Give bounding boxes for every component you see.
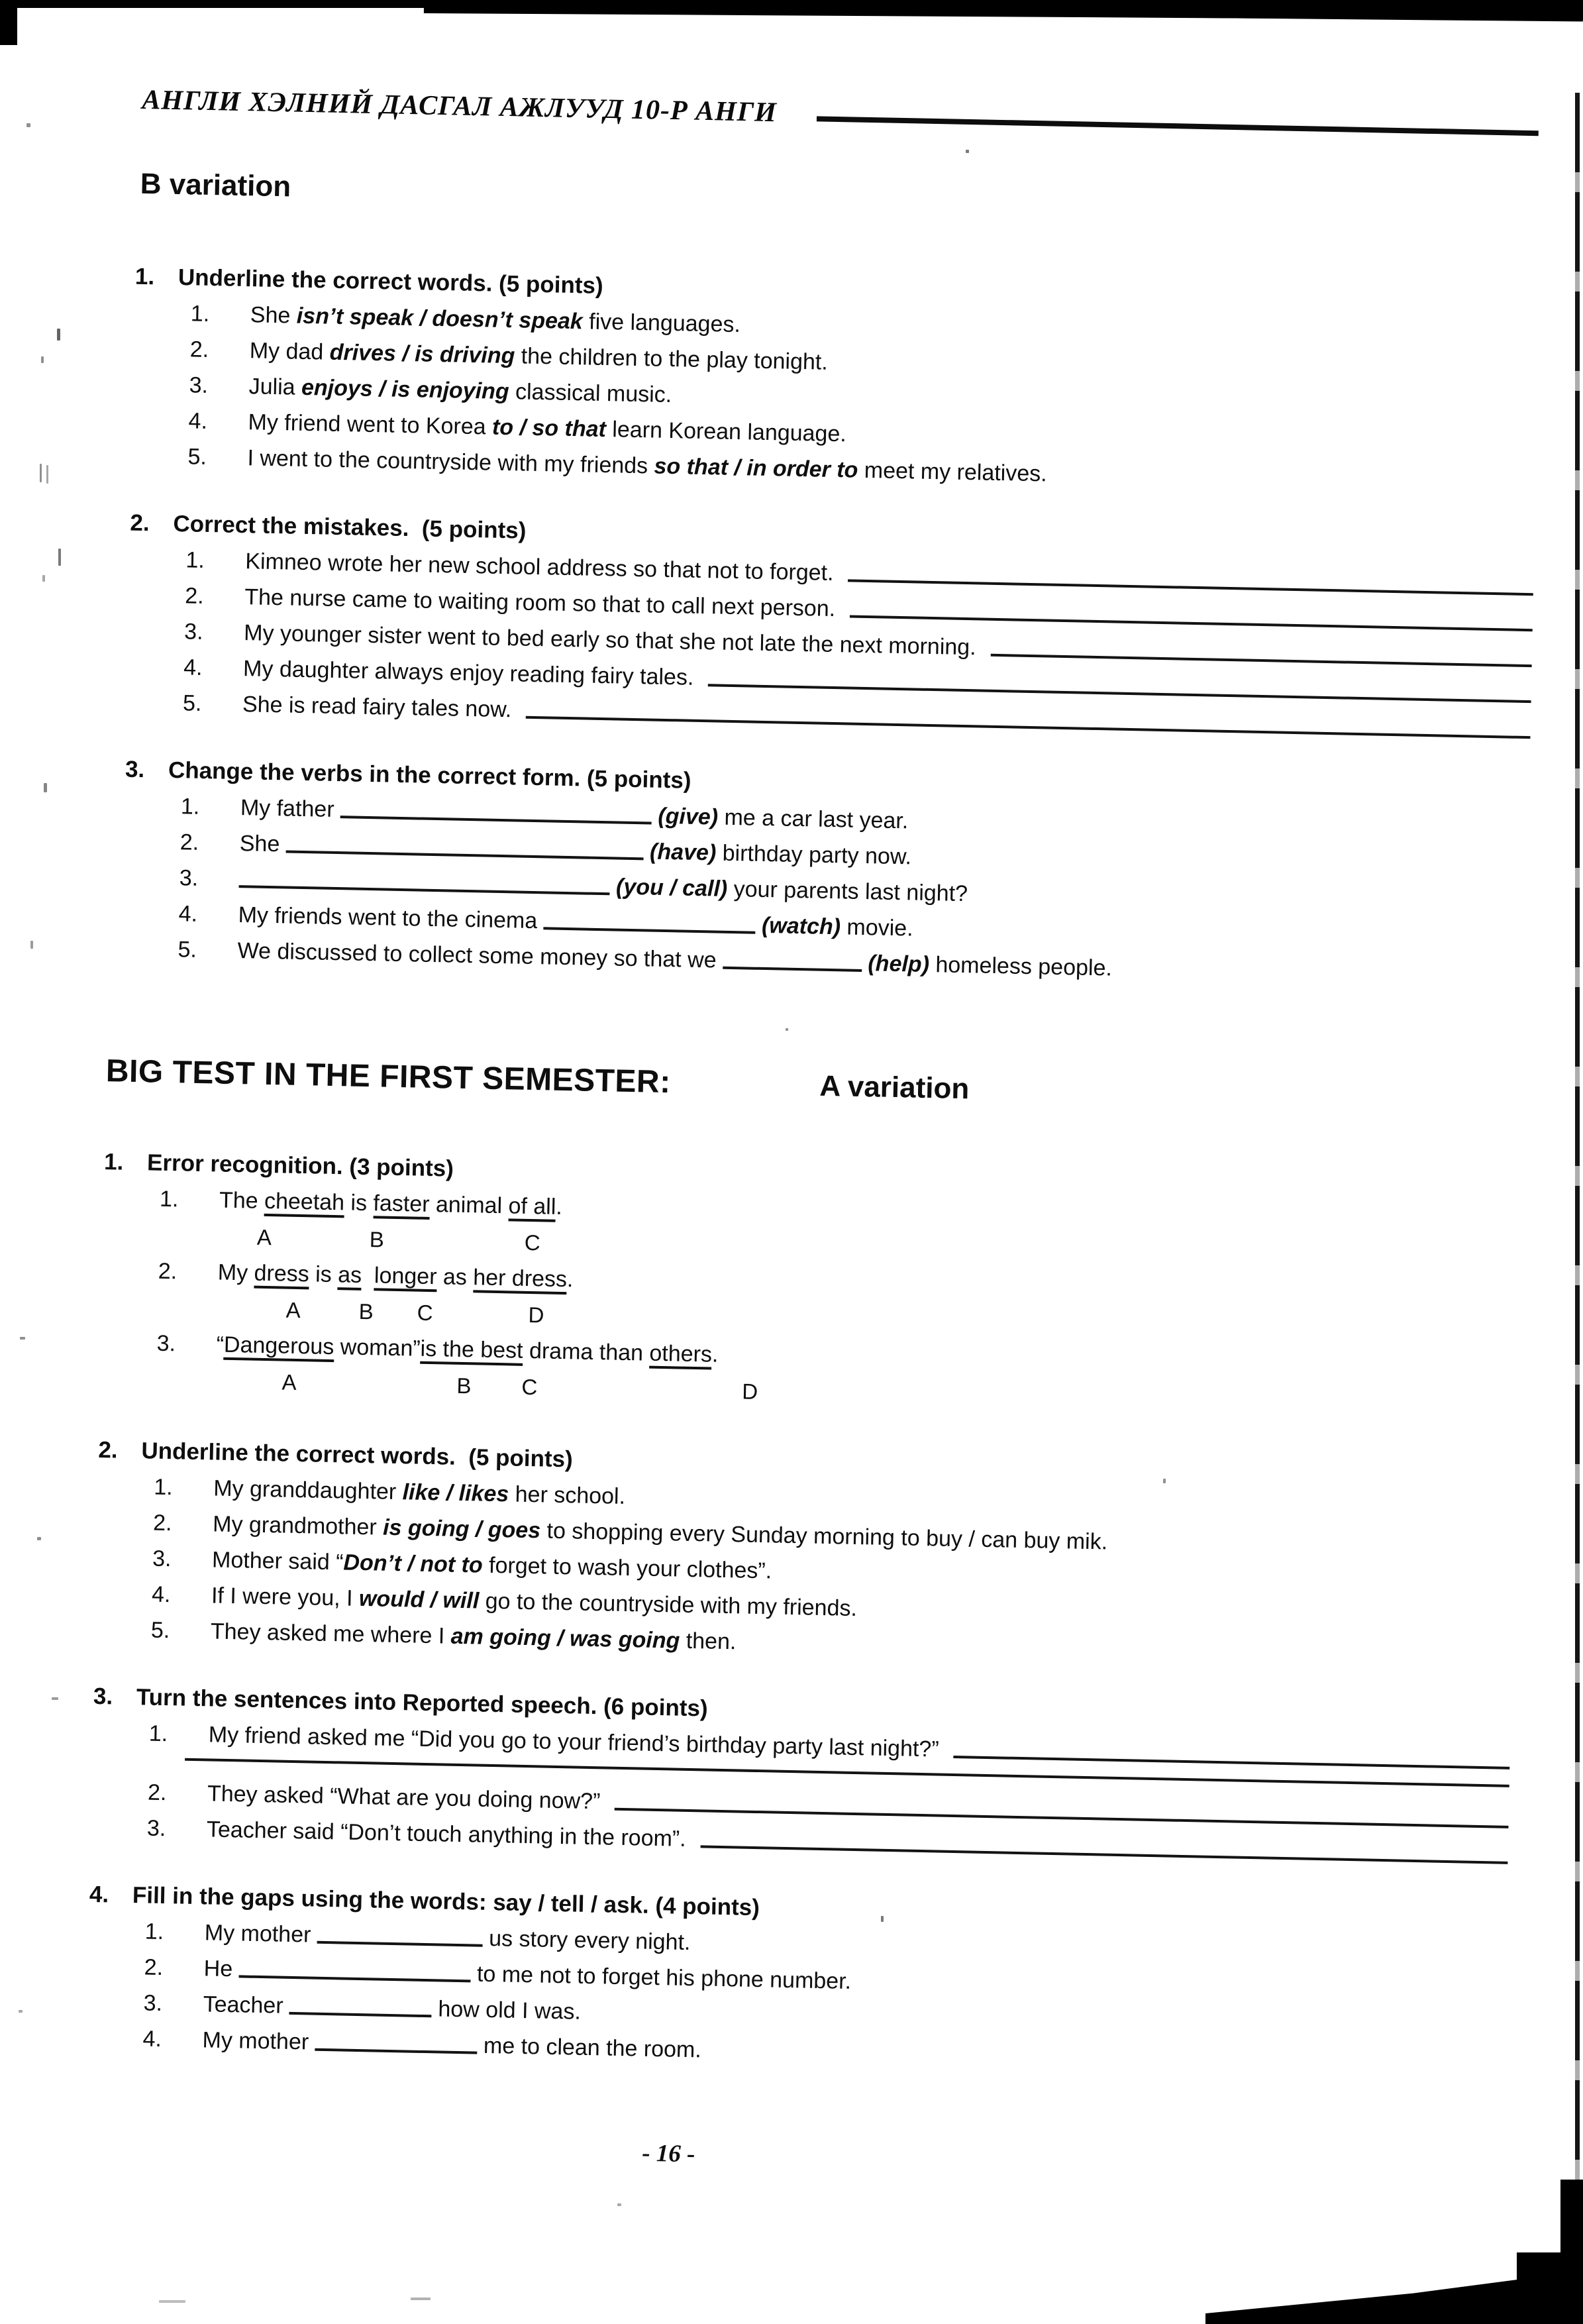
- exercise-section: [91, 1683, 1511, 1868]
- section-title: Underline the correct words. (5 points): [178, 264, 604, 299]
- option-choice: am going / was going: [450, 1623, 680, 1654]
- scan-speck: [30, 941, 33, 949]
- sentence-text: Teacher: [203, 1991, 290, 2019]
- sentence-text: birthday party now.: [715, 840, 912, 870]
- sentence-text: They asked “What are you doing now?”: [207, 1781, 601, 1815]
- item-number: [158, 1251, 218, 1253]
- sentence-text: [362, 1263, 375, 1287]
- underlined-word: of all: [508, 1194, 556, 1222]
- sentence-text: My grandmother: [212, 1511, 383, 1540]
- answer-blank: [723, 967, 862, 972]
- sentence-text: My daughter always enjoy reading fairy tales.: [242, 656, 694, 690]
- item-number: 2.: [158, 1258, 178, 1285]
- answer-blank: [289, 2012, 432, 2017]
- section-title: Turn the sentences into Reported speech. (6 points): [136, 1684, 708, 1722]
- sentence-text: Julia: [248, 374, 302, 400]
- sentence-text: I went to the countryside with my friends: [247, 445, 654, 479]
- option-choice: (watch): [761, 912, 841, 940]
- sentence-text: is: [344, 1190, 374, 1216]
- option-choice: Don’t / not to: [343, 1550, 484, 1578]
- answer-line: [990, 654, 1531, 667]
- item-number: 3.: [146, 1815, 166, 1842]
- underlined-word: longer: [374, 1263, 437, 1292]
- section-number: 1.: [103, 1149, 124, 1175]
- sentence-text: She: [250, 302, 297, 329]
- scan-artifact-top-left: [0, 7, 17, 45]
- option-choice: (have): [649, 839, 717, 866]
- page-number: - 16 -: [641, 2139, 695, 2168]
- scan-speck: [411, 2298, 431, 2300]
- sentence-text: “: [216, 1332, 225, 1357]
- sentence-text: the children to the play tonight.: [514, 343, 829, 375]
- sentence-text: Teacher said “Don’t touch anything in the room”.: [206, 1817, 687, 1852]
- exercise-section: [99, 1149, 1521, 1423]
- underlined-word: dress: [254, 1261, 309, 1290]
- worksheet: [71, 78, 1543, 2185]
- item-number: 1.: [190, 301, 210, 327]
- scan-speck: [20, 1337, 25, 1340]
- sentence-text: her school.: [508, 1481, 626, 1509]
- answer-line: [700, 1845, 1507, 1864]
- scan-artifact-bottom-corner: [1517, 2252, 1583, 2324]
- sentence-text: go to the countryside with my friends.: [478, 1588, 858, 1622]
- option-choice: like / likes: [402, 1479, 509, 1507]
- item-number: 5.: [187, 444, 207, 470]
- scan-speck: [52, 1697, 58, 1700]
- sentence-text: us story every night.: [482, 1925, 691, 1956]
- sentence-text: .: [711, 1342, 719, 1367]
- choice-letter: A: [281, 1369, 297, 1395]
- sentence-text: My dad: [249, 338, 331, 365]
- choice-letter: B: [358, 1298, 374, 1324]
- sentence-text: She: [239, 831, 287, 857]
- variation-b-heading: B variation: [140, 167, 291, 203]
- item-number: 3.: [183, 619, 203, 645]
- item-number: 1.: [148, 1720, 168, 1747]
- item-number: 1.: [153, 1474, 174, 1501]
- sentence-text: to shopping every Sunday morning to buy / can buy mik.: [540, 1518, 1108, 1555]
- section-number: 4.: [89, 1881, 109, 1908]
- scan-speck: [966, 150, 969, 153]
- choice-letter: C: [521, 1374, 538, 1400]
- item-number: 1.: [159, 1186, 179, 1212]
- sentence-text: learn Korean language.: [605, 417, 847, 447]
- answer-blank: [340, 816, 652, 824]
- choice-letter: C: [417, 1300, 433, 1326]
- item-number: 4.: [183, 655, 203, 680]
- item-number: 4.: [142, 2026, 162, 2052]
- item-number: 2.: [189, 337, 209, 362]
- answer-line: [708, 684, 1531, 703]
- sentence-text: homeless people.: [929, 952, 1113, 981]
- underlined-word: cheetah: [264, 1189, 345, 1218]
- section-number: 3.: [125, 756, 145, 783]
- answer-blank: [238, 1975, 470, 1982]
- scan-speck: [40, 464, 42, 482]
- section-title: Correct the mistakes. (5 points): [173, 510, 527, 544]
- header-rule: [817, 116, 1539, 136]
- scan-speck: [41, 356, 44, 363]
- item-number: 2.: [152, 1510, 172, 1536]
- scan-speck: [159, 2300, 185, 2303]
- item-number: 1.: [144, 1919, 164, 1945]
- item-number: 1.: [185, 547, 205, 573]
- sentence-text: woman”: [333, 1334, 421, 1361]
- scan-speck: [57, 329, 60, 341]
- scan-speck: [37, 1537, 41, 1540]
- item-number: 1.: [180, 794, 200, 819]
- exercise-section: [131, 264, 1539, 496]
- item-number: [156, 1396, 215, 1397]
- underlined-word: is the best: [420, 1337, 523, 1366]
- scan-speck: [44, 783, 47, 792]
- sentence-text: My granddaughter: [213, 1475, 403, 1505]
- sentence-text: My mother: [202, 2027, 315, 2055]
- sentence-text: My friends went to the cinema: [238, 902, 544, 934]
- section-number: 3.: [93, 1683, 113, 1710]
- item-number: 2.: [184, 583, 205, 609]
- variation-a-sections: [73, 1149, 1521, 2078]
- answer-blank: [315, 2048, 477, 2054]
- exercise-section: [127, 510, 1535, 742]
- sentence-text: .: [566, 1267, 574, 1293]
- underlined-word: others: [649, 1342, 712, 1370]
- sentence-text: forget to wash your clothes”.: [482, 1552, 772, 1584]
- underlined-word: faster: [373, 1191, 430, 1220]
- item-number: 5.: [150, 1617, 170, 1644]
- choice-letter: B: [369, 1227, 385, 1252]
- option-choice: would / will: [358, 1585, 480, 1614]
- answer-blank: [317, 1941, 483, 1947]
- sentence-text: your parents last night?: [727, 876, 968, 907]
- answer-line: [615, 1808, 1508, 1828]
- answer-blank: [543, 927, 755, 933]
- option-choice: enjoys / is enjoying: [301, 374, 510, 405]
- section-number: 2.: [98, 1436, 119, 1463]
- option-choice: to / so that: [491, 414, 607, 443]
- item-number: 4.: [178, 901, 198, 927]
- underlined-word: Dangerous: [224, 1333, 334, 1362]
- choice-letter: D: [742, 1379, 758, 1404]
- choice-letter: A: [285, 1297, 301, 1323]
- answer-line: [526, 716, 1530, 739]
- variation-b-sections: [95, 263, 1539, 988]
- sentence-text: me to clean the room.: [477, 2033, 702, 2063]
- document-title: АНГЛИ ХЭЛНИЙ ДАСГАЛ АЖЛУУД 10-Р АНГИ: [141, 84, 778, 129]
- scan-speck: [19, 2010, 23, 2013]
- choice-letter: A: [256, 1224, 272, 1250]
- scan-artifact-right-line: [1575, 93, 1580, 2186]
- answer-blank: [286, 850, 644, 860]
- sentence-text: classical music.: [509, 379, 672, 408]
- item-number: 3.: [143, 1990, 163, 2017]
- item-number: 2.: [147, 1779, 167, 1806]
- sentence-text: My mother: [204, 1920, 318, 1948]
- option-choice: so that / in order to: [654, 453, 858, 483]
- section-title: Underline the correct words. (5 points): [141, 1438, 574, 1473]
- option-choice: (help): [868, 951, 930, 978]
- scan-speck: [58, 549, 61, 566]
- sentence-text: He: [203, 1956, 240, 1982]
- sentence-text: drama than: [523, 1338, 650, 1366]
- item-number: 3.: [189, 372, 209, 398]
- sentence-text: We discussed to collect some money so that we: [237, 938, 723, 973]
- section-title: Error recognition. (3 points): [146, 1149, 454, 1182]
- answer-line: [848, 579, 1533, 596]
- item-number: 3.: [156, 1330, 176, 1357]
- sentence-text: The nurse came to waiting room so that to call next person.: [244, 584, 836, 622]
- item-number: 2.: [144, 1954, 164, 1981]
- sentence-text: Mother said “: [211, 1547, 344, 1575]
- sentence-text: is: [309, 1261, 338, 1288]
- scan-speck: [26, 123, 30, 127]
- item-number: 4.: [188, 408, 208, 434]
- sentence-text: My friend went to Korea: [248, 409, 493, 440]
- variation-a-label: A variation: [819, 1069, 970, 1106]
- exercise-section: [86, 1881, 1507, 2078]
- page-header: [112, 83, 1543, 144]
- choice-letter: D: [528, 1302, 544, 1328]
- item-number: 5.: [182, 690, 202, 716]
- sentence-text: Kimneo wrote her new school address so that not to forget.: [245, 549, 834, 586]
- item-number: 2.: [179, 829, 199, 855]
- exercise-section: [121, 757, 1529, 988]
- item-number: 3.: [152, 1546, 172, 1572]
- sentence-text: five languages.: [582, 309, 741, 338]
- sentence-text: me a car last year.: [717, 804, 909, 834]
- underlined-word: as: [338, 1263, 362, 1291]
- sentence-text: to me not to forget his phone number.: [470, 1961, 852, 1994]
- big-test-title: BIG TEST IN THE FIRST SEMESTER:: [105, 1053, 672, 1100]
- sentence-text: They asked me where I: [210, 1618, 452, 1649]
- option-choice: (give): [658, 803, 719, 830]
- scan-speck: [617, 2203, 621, 2206]
- sentence-text: animal: [429, 1191, 509, 1219]
- item-number: 4.: [151, 1581, 171, 1608]
- sentence-text: movie.: [840, 914, 914, 941]
- scan-speck: [46, 465, 48, 484]
- section-number: 2.: [130, 509, 150, 537]
- item-number: [157, 1324, 217, 1325]
- underlined-word: her dress: [473, 1265, 568, 1294]
- exercise-section: [95, 1437, 1516, 1669]
- option-choice: (you / call): [615, 874, 728, 902]
- choice-letter: B: [456, 1373, 472, 1399]
- sentence-text: The: [219, 1187, 265, 1214]
- section-number: 1.: [134, 263, 155, 290]
- item-number: 5.: [178, 937, 197, 963]
- sentence-text: She is read fairy tales now.: [242, 692, 512, 723]
- sentence-text: My friend asked me “Did you go to your friend’s birthday party last night?”: [208, 1722, 940, 1762]
- answer-line: [850, 615, 1533, 632]
- scan-speck: [786, 1028, 788, 1031]
- section-title: Fill in the gaps using the words: say / tell / ask. (4 points): [132, 1882, 760, 1921]
- option-choice: drives / is driving: [329, 339, 515, 369]
- big-test-heading-row: [92, 1053, 1523, 1118]
- sentence-text: My younger sister went to bed early so that she not late the next morning.: [243, 620, 977, 660]
- scan-speck: [42, 575, 45, 582]
- option-choice: is going / goes: [382, 1514, 541, 1544]
- sentence-text: .: [555, 1194, 563, 1220]
- option-choice: isn’t speak / doesn’t speak: [296, 303, 584, 335]
- answer-line: [953, 1756, 1509, 1769]
- sentence-text: My: [217, 1259, 255, 1286]
- sentence-text: If I were you, I: [211, 1583, 360, 1611]
- section-title: Change the verbs in the correct form. (5 points): [168, 757, 691, 794]
- sentence-text: how old I was.: [431, 1996, 582, 2025]
- item-number: 3.: [179, 865, 199, 891]
- scan-speck: [881, 1916, 884, 1922]
- sentence-text: My father: [240, 795, 341, 823]
- choice-letter: C: [524, 1230, 541, 1255]
- sentence-text: as: [436, 1264, 474, 1291]
- sentence-text: then.: [679, 1628, 737, 1655]
- answer-blank: [239, 885, 610, 895]
- scan-speck: [1163, 1479, 1166, 1483]
- sentence-text: meet my relatives.: [858, 457, 1048, 487]
